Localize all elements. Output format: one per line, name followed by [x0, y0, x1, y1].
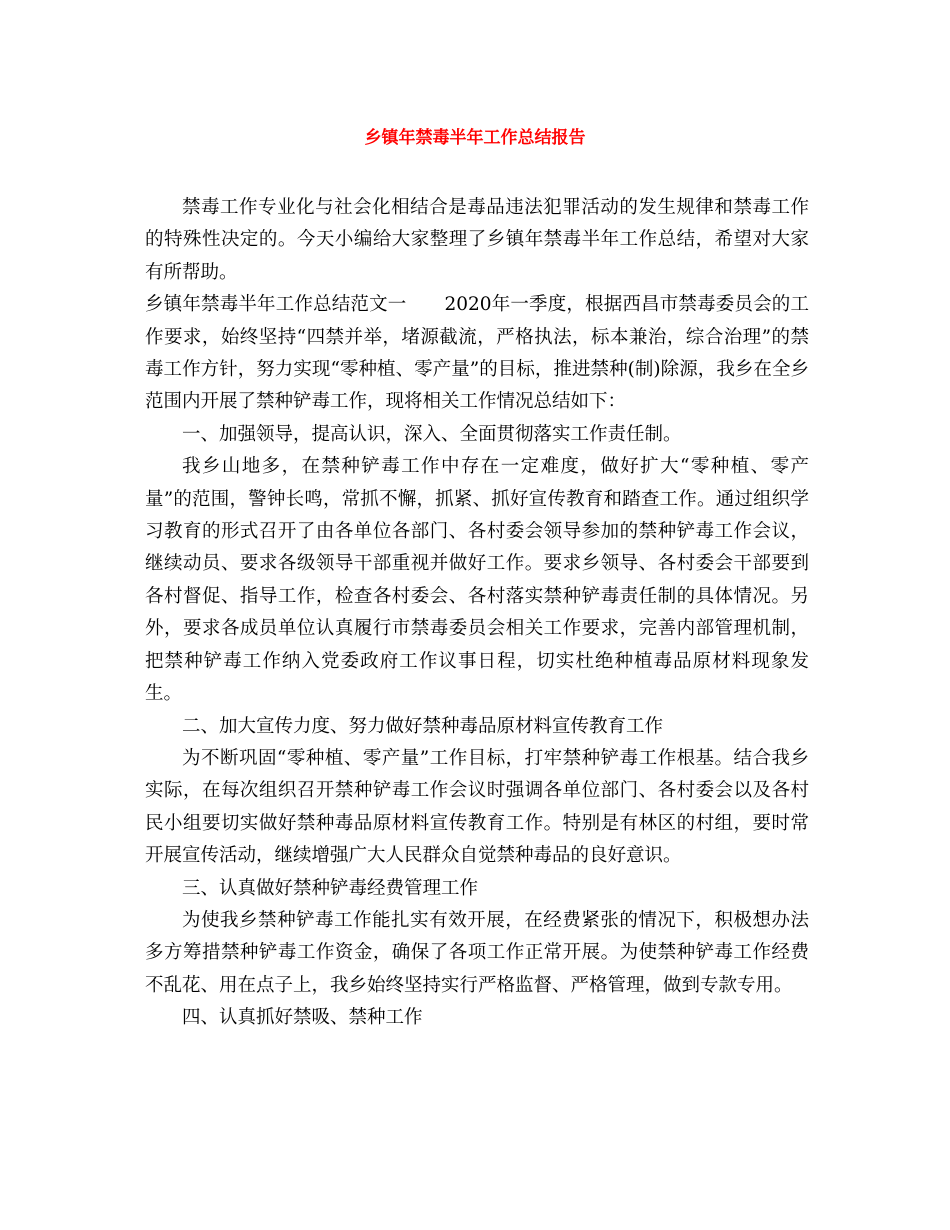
intro-paragraph: 禁毒工作专业化与社会化相结合是毒品违法犯罪活动的发生规律和禁毒工作的特殊性决定的。今天小编给大家整理了乡镇年禁毒半年工作总结，希望对大家有所帮助。 [145, 197, 809, 283]
section-paragraph-3: 为使我乡禁种铲毒工作能扎实有效开展，在经费紧张的情况下，积极想办法多方筹措禁种铲毒工作资金，确保了各项工作正常开展。为使禁种铲毒工作经费不乱花、用在点子上，我乡始终坚持实行严格监督、严格管理，做到专款专用。 [145, 909, 809, 996]
document-body [145, 192, 809, 1035]
sample-body: 2020年一季度，根据西昌市禁毒委员会的工作要求，始终坚持“四禁并举，堵源截流，严格执法，标本兼治，综合治理”的禁毒工作方针，努力实现“零种植、零产量”的目标，推进禁种(制)除源，我乡在全乡范围内开展了禁种铲毒工作，现将相关工作情况总结如下： [145, 294, 809, 413]
section-heading-1: 一、加强领导，提高认识，深入、全面贯彻落实工作责任制。 [182, 423, 682, 445]
sample-heading: 乡镇年禁毒半年工作总结范文一 [145, 294, 407, 316]
sample-paragraph [145, 289, 809, 419]
document-title: 乡镇年禁毒半年工作总结报告 [364, 128, 586, 148]
section-heading-3: 三、认真做好禁种铲毒经费管理工作 [182, 877, 479, 899]
section-heading-2: 二、加大宣传力度、努力做好禁种毒品原材料宣传教育工作 [182, 715, 664, 737]
section-paragraph-1: 我乡山地多，在禁种铲毒工作中存在一定难度，做好扩大“零种植、零产量”的范围，警钟长鸣，常抓不懈，抓紧、抓好宣传教育和踏查工作。通过组织学习教育的形式召开了由各单位各部门、各村委会领导参加的禁种铲毒工作会议，继续动员、要求各级领导干部重视并做好工作。要求乡领导、各村委会干部要到各村督促、指导工作，检查各村委会、各村落实禁种铲毒责任制的具体情况。另外，要求各成员单位认真履行市禁毒委员会相关工作要求，完善内部管理机制，把禁种铲毒工作纳入党委政府工作议事日程，切实杜绝种植毒品原材料现象发生。 [145, 456, 809, 705]
section-heading-4: 四、认真抓好禁吸、禁种工作 [182, 1007, 423, 1029]
section-paragraph-2: 为不断巩固“零种植、零产量”工作目标，打牢禁种铲毒工作根基。结合我乡实际，在每次组织召开禁种铲毒工作会议时强调各单位部门、各村委会以及各村民小组要切实做好禁种毒品原材料宣传教育工作。特别是有林区的村组，要时常开展宣传活动，继续增强广大人民群众自觉禁种毒品的良好意识。 [145, 747, 809, 867]
